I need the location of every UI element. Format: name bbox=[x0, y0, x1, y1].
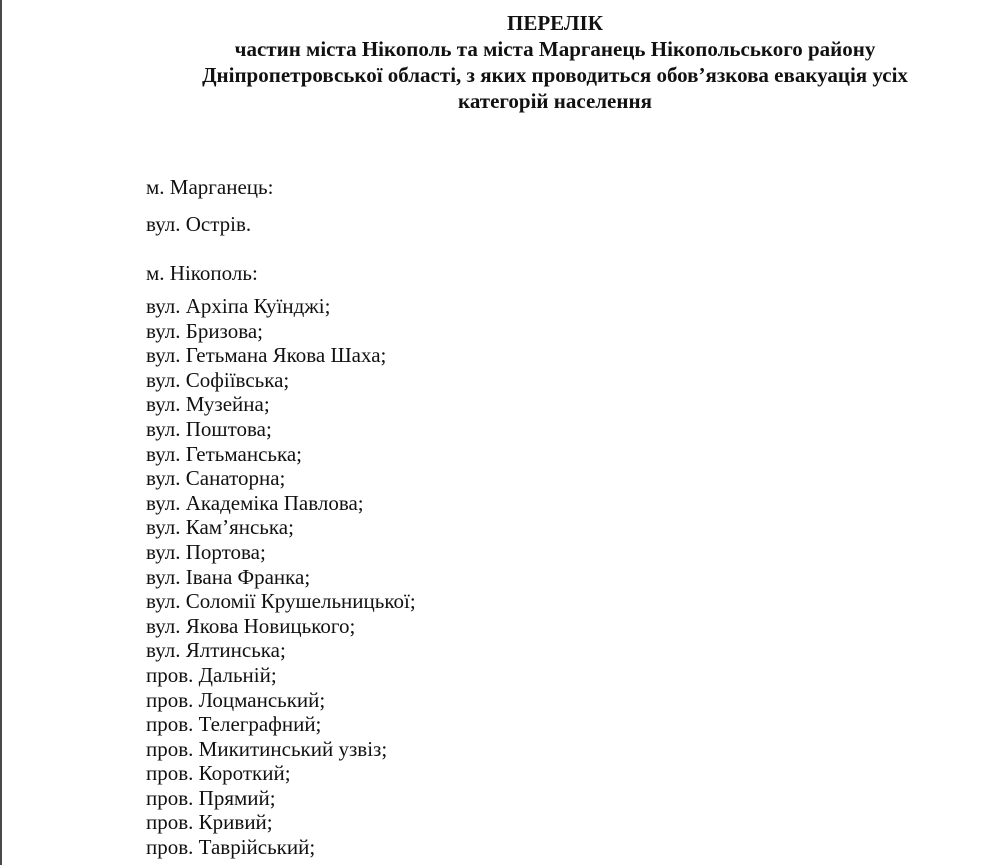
list-item: вул. Портова; bbox=[146, 539, 266, 564]
list-item: пров. Кривий; bbox=[146, 810, 273, 835]
list-item: пров. Таврійський; bbox=[146, 835, 316, 860]
list-item: вул. Музейна; bbox=[146, 392, 270, 417]
list-item: вул. Бризова; bbox=[146, 318, 264, 343]
list-item: вул. Острів. bbox=[146, 212, 252, 236]
list-item: пров. Лоцманський; bbox=[146, 687, 326, 712]
list-item: вул. Санаторна; bbox=[146, 466, 286, 491]
list-item: пров. Телеграфний; bbox=[146, 712, 322, 737]
title-subheading-line-2: Дніпропетровської області, з яких проводиться обов’язкова евакуація усіх bbox=[202, 63, 908, 87]
list-item: вул. Якова Новицького; bbox=[146, 613, 356, 638]
list-item: вул. Архіпа Куїнджі; bbox=[146, 294, 331, 318]
list-item: пров. Микитинський узвіз; bbox=[146, 736, 388, 761]
document-title bbox=[110, 10, 1000, 114]
list-item: вул. Ялтинська; bbox=[146, 638, 286, 663]
title-heading: ПЕРЕЛІК bbox=[507, 11, 603, 35]
list-item: вул. Софіївська; bbox=[146, 367, 290, 392]
list-item: пров. Прямий; bbox=[146, 785, 276, 810]
list-item: вул. Соломії Крушельницької; bbox=[146, 589, 416, 614]
list-item: вул. Академіка Павлова; bbox=[146, 490, 364, 515]
title-subheading-line-1: частин міста Нікополь та міста Марганець Нікопольського району bbox=[234, 37, 876, 61]
list-item: вул. Івана Франка; bbox=[146, 564, 311, 589]
list-item: вул. Гетьманська; bbox=[146, 441, 303, 466]
list-item: вул. Гетьмана Якова Шаха; bbox=[146, 343, 387, 368]
list-item: пров. Дальній; bbox=[146, 662, 277, 687]
title-subheading-line-3: категорій населення bbox=[458, 89, 652, 113]
list-item: вул. Поштова; bbox=[146, 416, 272, 441]
street-list-marganets bbox=[146, 212, 251, 237]
list-item: вул. Кам’янська; bbox=[146, 515, 294, 540]
city-heading-marganets: м. Марганець: bbox=[146, 175, 274, 199]
street-list-nikopol bbox=[146, 294, 416, 860]
page-left-border bbox=[0, 0, 2, 865]
city-heading-nikopol: м. Нікополь: bbox=[146, 261, 258, 285]
list-item: пров. Короткий; bbox=[146, 761, 291, 786]
